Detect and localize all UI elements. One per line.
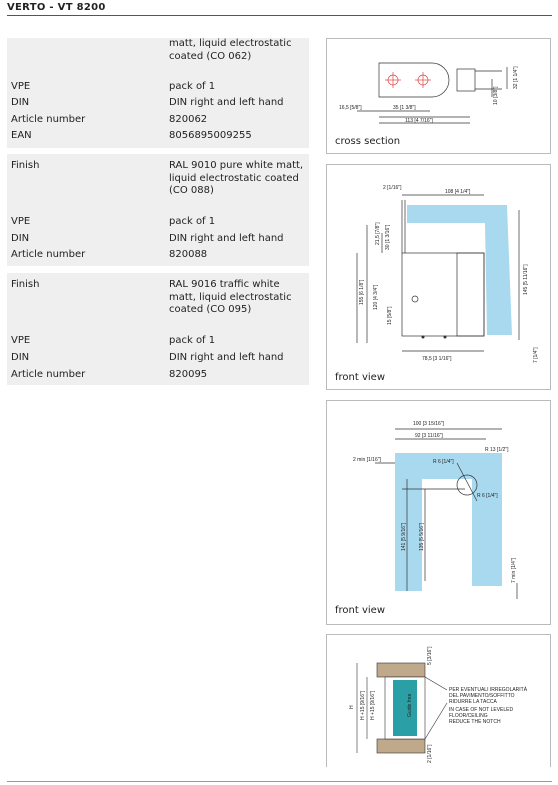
figure-caption: cross section	[335, 136, 401, 147]
footer-divider	[7, 781, 552, 782]
spec-label: Article number	[11, 369, 86, 380]
dim-label: 10 [3/8"]	[493, 86, 499, 105]
door-leaf	[393, 680, 417, 736]
note-line: REDUCE THE NOTCH	[449, 719, 501, 725]
spec-value: RAL 9016 traffic white matt, liquid electrostatic coated (CO 095)	[169, 279, 292, 315]
floor-hatch	[377, 739, 425, 753]
spec-label: DIN	[11, 97, 30, 108]
dim-label: R 6 [1/4"]	[433, 459, 454, 465]
front-view-drawing-2	[327, 401, 550, 624]
dim-label: 141 [5 9/16"]	[401, 522, 407, 551]
note-line: RIDURRE LA TACCA	[449, 699, 497, 705]
spec-row	[7, 160, 309, 198]
spec-label: Article number	[11, 114, 86, 125]
dim-label: 120 [4 3/4"]	[373, 284, 379, 310]
dim-label: 145 [5 11/16"]	[523, 264, 529, 295]
dim-label: R 13 [1/2"]	[485, 447, 509, 453]
dim-label: R 6 [1/4"]	[477, 493, 498, 499]
dim-label: 2 min [1/16"]	[353, 457, 381, 463]
spec-row	[7, 352, 309, 365]
spec-value: pack of 1	[169, 216, 216, 227]
spec-value: DIN right and left hand	[169, 352, 284, 363]
dim-label: 16,5 [5/8"]	[339, 105, 362, 111]
dim-label: 135 [5 5/16"]	[419, 522, 425, 551]
dim-label: 30 [1 3/16"]	[385, 224, 391, 250]
note-line: PER EVENTUALI IRREGOLARITÀ	[449, 687, 528, 693]
page-title: VERTO - VT 8200	[7, 2, 106, 13]
spec-row	[7, 279, 309, 317]
spec-row	[7, 216, 309, 229]
spec-value: DIN right and left hand	[169, 233, 284, 244]
figure-caption: front view	[335, 372, 385, 383]
front-view-figure-2	[326, 400, 551, 625]
spec-label: Finish	[11, 160, 40, 171]
figure-caption: front view	[335, 605, 385, 616]
front-view-figure-1	[326, 164, 551, 390]
note-line: IN CASE OF NOT LEVELED	[449, 707, 514, 713]
notch-detail-figure	[326, 634, 551, 767]
spec-label: Article number	[11, 249, 86, 260]
spec-value: 820062	[169, 114, 208, 125]
spec-label: DIN	[11, 352, 30, 363]
dim-label: 108 [4 1/4"]	[445, 189, 471, 195]
spec-value: matt, liquid electrostatic coated (CO 062)	[169, 38, 292, 62]
dim-label: 78,5 [3 1/16"]	[422, 356, 452, 362]
spec-label: VPE	[11, 81, 31, 92]
spec-row	[7, 369, 309, 382]
spec-value: RAL 9010 pure white matt, liquid electrostatic coated (CO 088)	[169, 160, 304, 196]
spec-row	[7, 114, 309, 127]
notch-detail-drawing	[327, 635, 550, 767]
spec-row	[7, 97, 309, 110]
note-line: DEL PAVIMENTO/SOFFITTO	[449, 693, 515, 699]
spec-block-co062	[7, 38, 309, 148]
dim-label: 7 min [1/4"]	[511, 557, 517, 583]
spec-label: DIN	[11, 233, 30, 244]
spec-row	[7, 335, 309, 348]
spec-label: VPE	[11, 335, 31, 346]
dim-label: 5 [3/16"]	[427, 646, 433, 665]
spec-value: 820095	[169, 369, 208, 380]
spec-label: Finish	[11, 279, 40, 290]
spec-value: DIN right and left hand	[169, 97, 284, 108]
dim-label: 2 [1/16"]	[427, 744, 433, 763]
dim-label: H +15 [9/16"]	[360, 690, 366, 720]
front-view-drawing-1	[327, 165, 550, 389]
dim-label: 21,5 [7/8"]	[375, 222, 381, 245]
spec-label: EAN	[11, 130, 32, 141]
glass-notch-area	[395, 453, 502, 591]
spec-block-co088	[7, 154, 309, 266]
spec-block-co095	[7, 273, 309, 385]
dim-label: H	[349, 705, 355, 709]
dim-label: 2 [1/16"]	[383, 185, 402, 191]
dim-label: Guide free	[407, 693, 413, 717]
spec-label: VPE	[11, 216, 31, 227]
dim-label: 100 [3 15/16"]	[413, 421, 444, 427]
dim-label: 32 [1 1/4"]	[513, 66, 519, 89]
dim-label: 15 [5/8"]	[387, 306, 393, 325]
spec-value: pack of 1	[169, 335, 216, 346]
dim-label: 155 [6 1/8"]	[359, 279, 365, 305]
spec-row	[7, 81, 309, 94]
ceiling-hatch	[377, 663, 425, 677]
spec-row	[7, 130, 309, 143]
spec-row	[7, 249, 309, 262]
page-header	[7, 0, 552, 16]
note-line: FLOOR/CEILING	[449, 713, 488, 719]
dim-label: H +15 [9/16"]	[370, 690, 376, 720]
spec-row	[7, 233, 309, 246]
adjustment-screw	[412, 296, 418, 302]
dim-label: 113 [4 7/16"]	[405, 118, 433, 124]
hinge-housing-outline	[402, 253, 484, 336]
spec-row	[7, 38, 309, 63]
spec-value: 8056895009255	[169, 130, 252, 141]
cross-section-figure	[326, 38, 551, 154]
dim-label: 92 [3 11/16"]	[415, 433, 443, 439]
dim-label: 35 [1 3/8"]	[393, 105, 416, 111]
glass-panel	[407, 205, 512, 335]
dim-label: 7 [1/4"]	[533, 347, 539, 363]
spec-value: 820088	[169, 249, 208, 260]
spec-value: pack of 1	[169, 81, 216, 92]
